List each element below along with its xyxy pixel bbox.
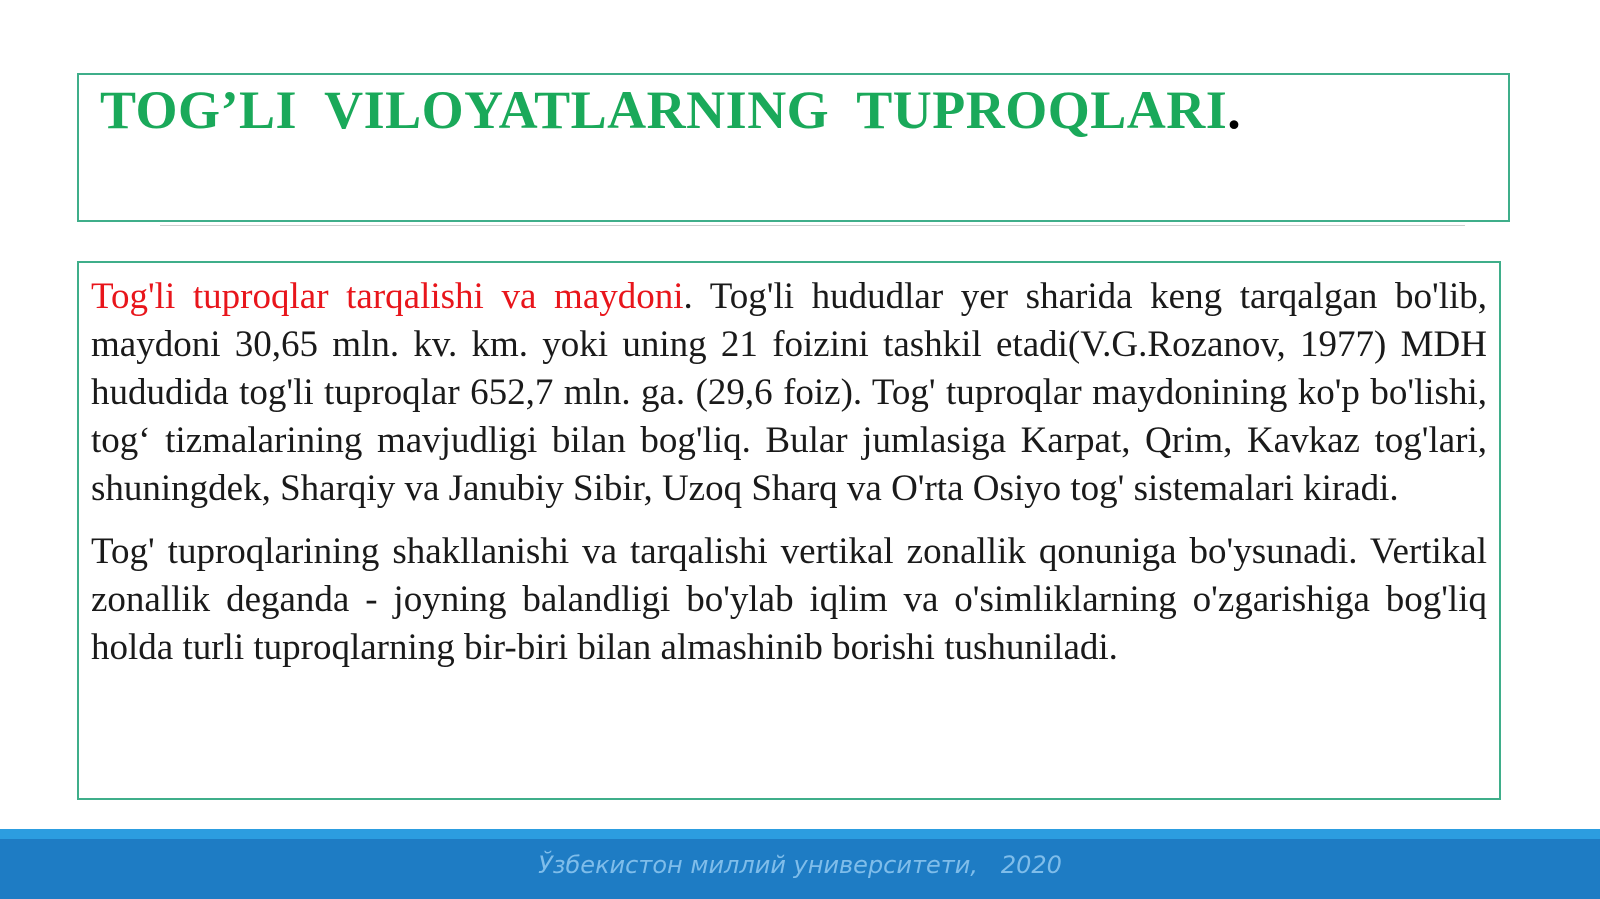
footer-bar <box>0 829 1600 899</box>
paragraph-heading: Tog'li tuproqlar tarqalishi va maydoni <box>91 276 684 317</box>
footer-text: Ўзбекистон миллий университети, 2020 <box>538 851 1062 879</box>
content-box <box>77 261 1501 800</box>
paragraph-vertical-zonality: Tog' tuproqlarining shakllanishi va tarqalishi vertikal zonallik qonuniga bo'ysunadi. Vertikal zonallik deganda - joyning balandligi bo'ylab iqlim va o'simliklarning o'zgarishiga bog'liq holda turli tuproqlarning bir-biri bilan almashinib borishi tushuniladi. <box>91 531 1487 668</box>
paragraph-distribution-text: . Tog'li hududlar yer sharida keng tarqalgan bo'lib, maydoni 30,65 mln. kv. km. yoki uning 21 foizini tashkil etadi(V.G.Rozanov, 1977) MDH hududida tog'li tuproqlar 652,7 mln. ga. (29,6 foiz). Tog' tuproqlar maydonining ko'p bo'lishi, tog‘ tizmalarining mavjudligi bilan bog'liq. Bular jumlasiga Karpat, Qrim, Kavkaz tog'lari, shuningdek, Sharqiy va Janubiy Sibir, Uzoq Sharq va O'rta Osiyo tog' sistemalari kiradi. <box>91 276 1487 509</box>
slide-title-period: . <box>1227 80 1242 140</box>
paragraph-distribution <box>91 273 1487 513</box>
slide-title-text: TOG’LI VILOYATLARNING TUPROQLARI <box>100 80 1228 140</box>
slide-title <box>100 80 1241 140</box>
title-divider <box>160 225 1465 226</box>
